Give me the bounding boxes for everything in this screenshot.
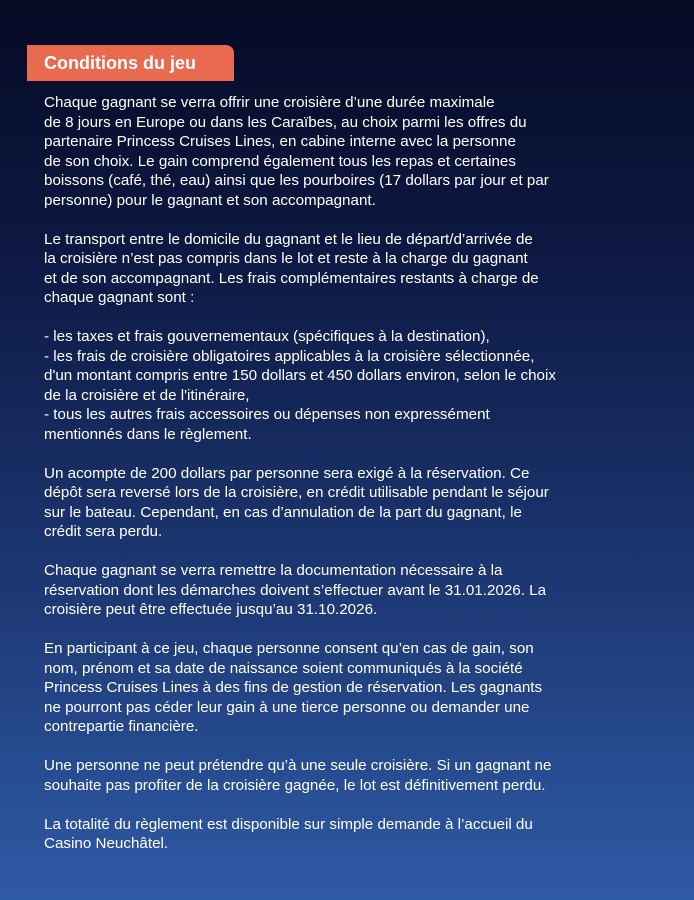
terms-line: nom, prénom et sa date de naissance soient communiqués à la société — [44, 659, 523, 677]
terms-line: Chaque gagnant se verra offrir une croisière d’une durée maximale — [44, 94, 495, 111]
terms-line: Une personne ne peut prétendre qu’à une seule croisière. Si un gagnant ne — [44, 757, 552, 774]
terms-line: et de son accompagnant. Les frais complémentaires restants à charge de — [44, 269, 539, 287]
terms-line: Princess Cruises Lines à des fins de gestion de réservation. Les gagnants — [44, 679, 543, 696]
terms-line: sur le bateau. Cependant, en cas d’annulation de la part du gagnant, le — [44, 503, 522, 521]
terms-line: La totalité du règlement est disponible sur simple demande à l’accueil du — [44, 815, 533, 833]
terms-line: réservation dont les démarches doivent s’effectuer avant le 31.01.2026. La — [44, 581, 547, 599]
terms-paragraph — [44, 639, 664, 737]
terms-line: dépôt sera reversé lors de la croisière, en crédit utilisable pendant le séjour — [44, 484, 549, 501]
terms-line: mentionnés dans le règlement. — [44, 425, 252, 443]
terms-line: souhaite pas profiter de la croisière gagnée, le lot est définitivement perdu. — [44, 776, 546, 794]
terms-paragraph — [44, 561, 664, 620]
terms-line: d'un montant compris entre 150 dollars et 450 dollars environ, selon le choix — [44, 367, 556, 384]
terms-line: chaque gagnant sont : — [44, 289, 195, 306]
terms-line: Un acompte de 200 dollars par personne sera exigé à la réservation. Ce — [44, 464, 530, 482]
terms-paragraph — [44, 464, 664, 542]
terms-line: personne) pour le gagnant et son accompagnant. — [44, 191, 376, 209]
terms-line: - les frais de croisière obligatoires applicables à la croisière sélectionnée, — [44, 347, 535, 365]
terms-line: En participant à ce jeu, chaque personne consent qu’en cas de gain, son — [44, 640, 534, 657]
terms-body — [44, 93, 664, 873]
terms-line: ne pourront pas céder leur gain à une tierce personne ou demander une — [44, 698, 530, 716]
terms-line: croisière peut être effectuée jusqu’au 31.10.2026. — [44, 601, 378, 618]
section-title: Conditions du jeu — [44, 53, 196, 73]
terms-paragraph — [44, 230, 664, 308]
terms-line: boissons (café, thé, eau) ainsi que les pourboires (17 dollars par jour et par — [44, 172, 549, 189]
section-title-tab — [27, 45, 234, 81]
terms-line: Le transport entre le domicile du gagnant et le lieu de départ/d’arrivée de — [44, 230, 533, 248]
terms-line: Casino Neuchâtel. — [44, 835, 169, 852]
terms-line: de 8 jours en Europe ou dans les Caraïbes, au choix parmi les offres du — [44, 113, 527, 131]
terms-paragraph — [44, 756, 664, 795]
terms-line: - tous les autres frais accessoires ou dépenses non expressément — [44, 406, 490, 423]
terms-paragraph — [44, 327, 664, 444]
terms-line: de son choix. Le gain comprend également tous les repas et certaines — [44, 152, 516, 170]
terms-paragraph — [44, 93, 664, 210]
terms-line: la croisière n’est pas compris dans le lot et reste à la charge du gagnant — [44, 250, 528, 267]
terms-paragraph — [44, 815, 664, 854]
terms-line: Chaque gagnant se verra remettre la documentation nécessaire à la — [44, 562, 503, 579]
terms-line: de la croisière et de l'itinéraire, — [44, 386, 250, 404]
terms-line: contrepartie financière. — [44, 718, 199, 735]
terms-line: - les taxes et frais gouvernementaux (spécifiques à la destination), — [44, 328, 490, 345]
terms-line: crédit sera perdu. — [44, 523, 163, 540]
terms-line: partenaire Princess Cruises Lines, en cabine interne avec la personne — [44, 133, 516, 150]
